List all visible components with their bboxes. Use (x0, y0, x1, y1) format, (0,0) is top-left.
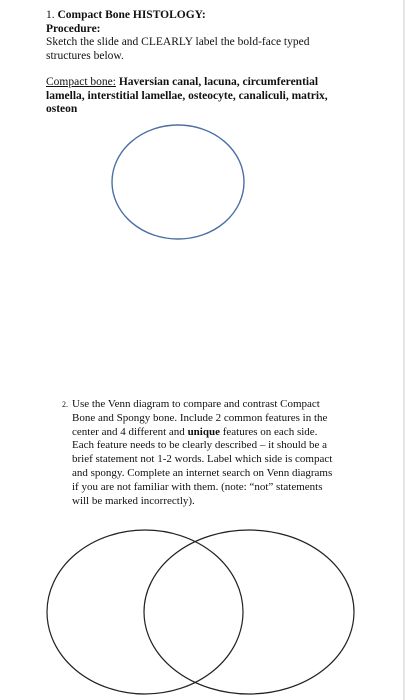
section-2-text-1: Use the Venn diagram to compare and contrast Compact (72, 398, 320, 410)
procedure-line-2: structures below. (46, 49, 124, 62)
section-2-line-4: Each feature needs to be clearly described – it should be a (72, 439, 328, 452)
section-2-line-1 (62, 398, 362, 412)
structures-line-1 (46, 76, 376, 90)
procedure-line-1: Sketch the slide and CLEARLY label the bold-face typed (46, 36, 310, 48)
section-2-line-6: and spongy. Complete an internet search on Venn diagrams (72, 466, 333, 479)
section-2-line-7: if you are not familiar with them. (note: “not” statements (72, 480, 323, 493)
section-2-text-3b: features on each side. (219, 425, 318, 438)
section-2-text-3a: center and 4 different and (72, 425, 188, 438)
unique-emphasis: unique (187, 425, 220, 438)
section-2-line-5: brief statement not 1-2 words. Label which side is compact (72, 453, 333, 466)
section-1 (46, 9, 376, 117)
structures-line-3: osteon (46, 103, 78, 115)
section-2-line-3 (62, 426, 362, 440)
histology-sketch-circle (112, 125, 244, 239)
compact-bone-label: Compact bone: (46, 76, 116, 88)
venn-right-circle (144, 530, 354, 694)
structures-line-2: lamella, interstitial lamellae, osteocyte, canaliculi, matrix, (46, 89, 328, 102)
section-2-line-8: will be marked incorrectly). (72, 494, 195, 507)
section-2 (62, 398, 362, 508)
section-2-number: 2. (62, 400, 68, 409)
section-2-line-2: Bone and Spongy bone. Include 2 common features in the (72, 411, 328, 424)
section-1-heading (46, 9, 376, 23)
procedure-label: Procedure: (46, 22, 101, 35)
venn-left-circle (47, 530, 243, 694)
section-1-title: Compact Bone HISTOLOGY: (57, 9, 206, 21)
section-1-number: 1. (46, 9, 55, 21)
structures-text-1: Haversian canal, lacuna, circumferential (118, 76, 319, 88)
